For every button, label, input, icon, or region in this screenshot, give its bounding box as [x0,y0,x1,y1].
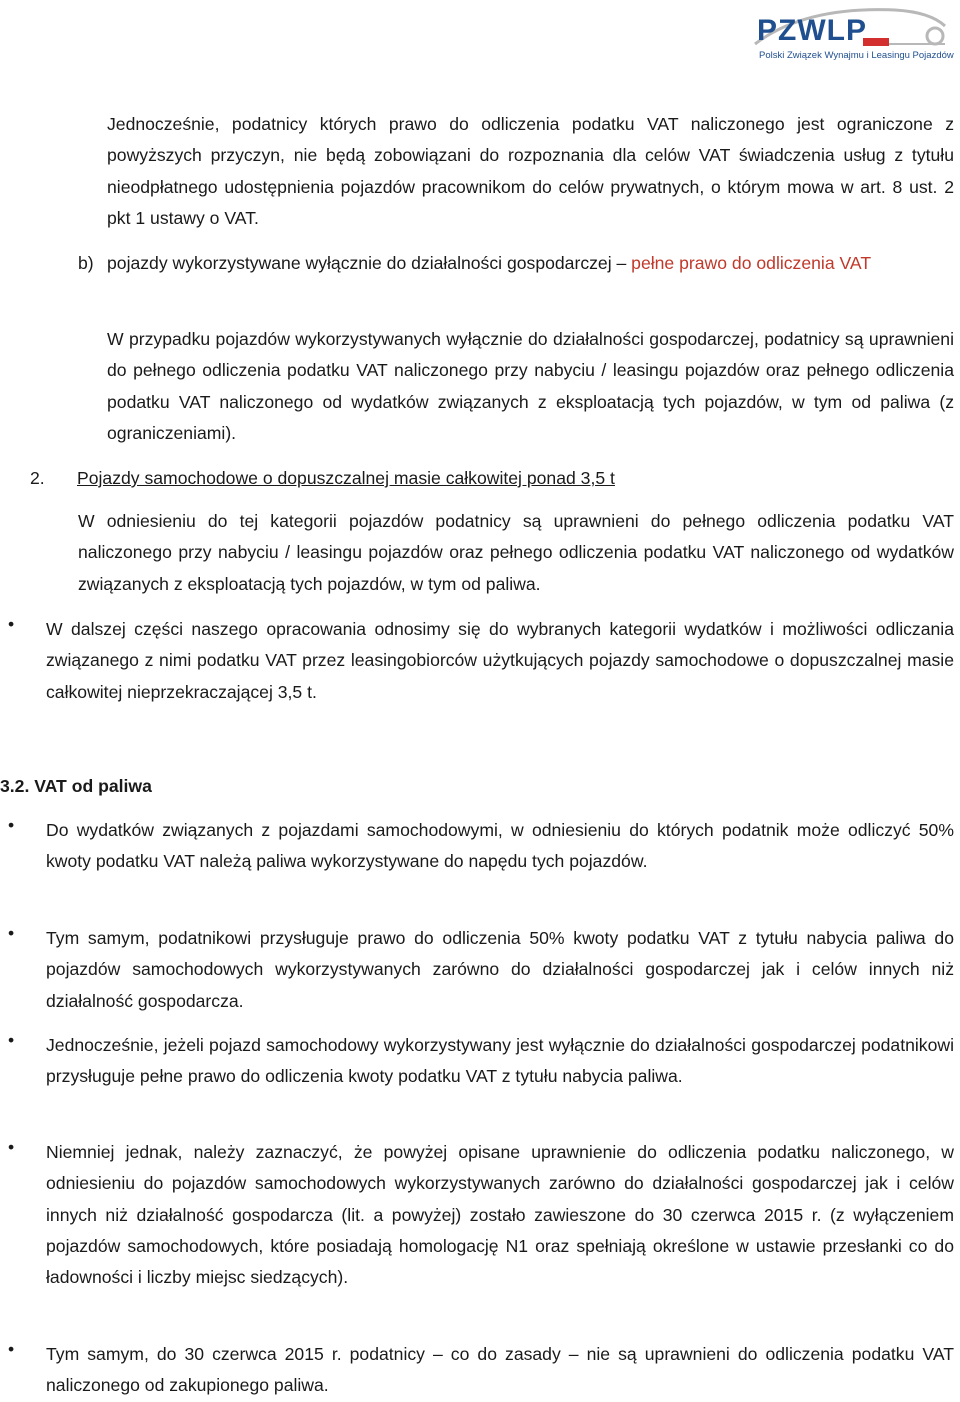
bullet-glyph: • [8,1030,15,1050]
pzwlp-logo [745,4,955,64]
bullet-item: Jednocześnie, jeżeli pojazd samochodowy wykorzystywany jest wyłącznie do działalności gospodarczej podatnikowi przysługuje pełne prawo do odliczenia kwoty podatku VAT z tytułu nabycia paliwa. [46,1035,954,1087]
subsection-b-title: pojazdy wykorzystywane wyłącznie do działalności gospodarczej – [107,253,632,273]
logo-subtitle: Polski Związek Wynajmu i Leasingu Pojazdów [759,50,954,61]
bullet-glyph: • [8,1339,15,1359]
bullet-item: Tym samym, podatnikowi przysługuje prawo do odliczenia 50% kwoty podatku VAT z tytułu nabycia paliwa do pojazdów samochodowych wykorzystywanych zarówno do działalności gospodarczej jak i celów innych niż działalność gospodarcza. [46,928,954,1011]
subsection-b-heading [78,248,954,279]
subsection-b-highlight: pełne prawo do odliczenia VAT [631,253,872,273]
section-3-2-heading: 3.2. VAT od paliwa [0,776,152,796]
bullet-glyph: • [8,1137,15,1157]
bullet-glyph: • [8,923,15,943]
section-2-body: W odniesieniu do tej kategorii pojazdów podatnicy są uprawnieni do pełnego odliczenia podatku VAT naliczonego przy nabyciu / leasingu pojazdów oraz pełnego odliczenia podatku VAT naliczonego od wydatków związanych z eksploatacją tych pojazdów, w tym od paliwa. [78,511,954,594]
logo-name: PZWLP [757,14,867,47]
bullet-item: Niemniej jednak, należy zaznaczyć, że powyżej opisane uprawnienie do odliczenia podatku naliczonego, w odniesieniu do pojazdów samochodowych wykorzystywanych zarówno do działalności gospodarczej jak i celów innych niż działalność gospodarcza (lit. a powyżej) zostało zawieszone do 30 czerwca 2015 r. (z wyłączeniem pojazdów samochodowych, które posiadają homologację N1 oraz spełniają określone w ustawie przesłanki co do ładowności i liczby miejsc siedzących). [46,1142,954,1288]
bullet-glyph: • [8,614,15,634]
section-2-heading [30,463,615,494]
section-2-number: 2. [30,468,45,488]
bullet-item: Do wydatków związanych z pojazdami samochodowymi, w odniesieniu do których podatnik może odliczyć 50% kwoty podatku VAT należą paliwa wykorzystywane do napędu tych pojazdów. [46,820,954,872]
list-marker-b: b) [78,253,94,273]
bullet-item: W dalszej części naszego opracowania odnosimy się do wybranych kategorii wydatków i możliwości odliczania związanego z nimi podatku VAT przez leasingobiorców użytkujących pojazdy samochodowe o dopuszczalnej masie całkowitej nieprzekraczającej 3,5 t. [46,619,954,702]
bullet-glyph: • [8,815,15,835]
subsection-b-body: W przypadku pojazdów wykorzystywanych wyłącznie do działalności gospodarczej, podatnicy są uprawnieni do pełnego odliczenia podatku VAT naliczonego przy nabyciu / leasingu pojazdów oraz pełnego odliczenia podatku VAT naliczonego od wydatków związanych z eksploatacją tych pojazdów, w tym od paliwa (z ograniczeniami). [107,329,954,443]
bullet-item: Tym samym, do 30 czerwca 2015 r. podatnicy – co do zasady – nie są uprawnieni do odliczenia podatku VAT naliczonego od zakupionego paliwa. [46,1344,954,1396]
intro-paragraph: Jednocześnie, podatnicy których prawo do odliczenia podatku VAT naliczonego jest ograniczone z powyższych przyczyn, nie będą zobowiązani do rozpoznania dla celów VAT świadczenia usług z tytułu nieodpłatnego udostępnienia pojazdów pracownikom do celów prywatnych, o którym mowa w art. 8 ust. 2 pkt 1 ustawy o VAT. [107,114,954,228]
section-2-title: Pojazdy samochodowe o dopuszczalnej masie całkowitej ponad 3,5 t [77,468,615,488]
